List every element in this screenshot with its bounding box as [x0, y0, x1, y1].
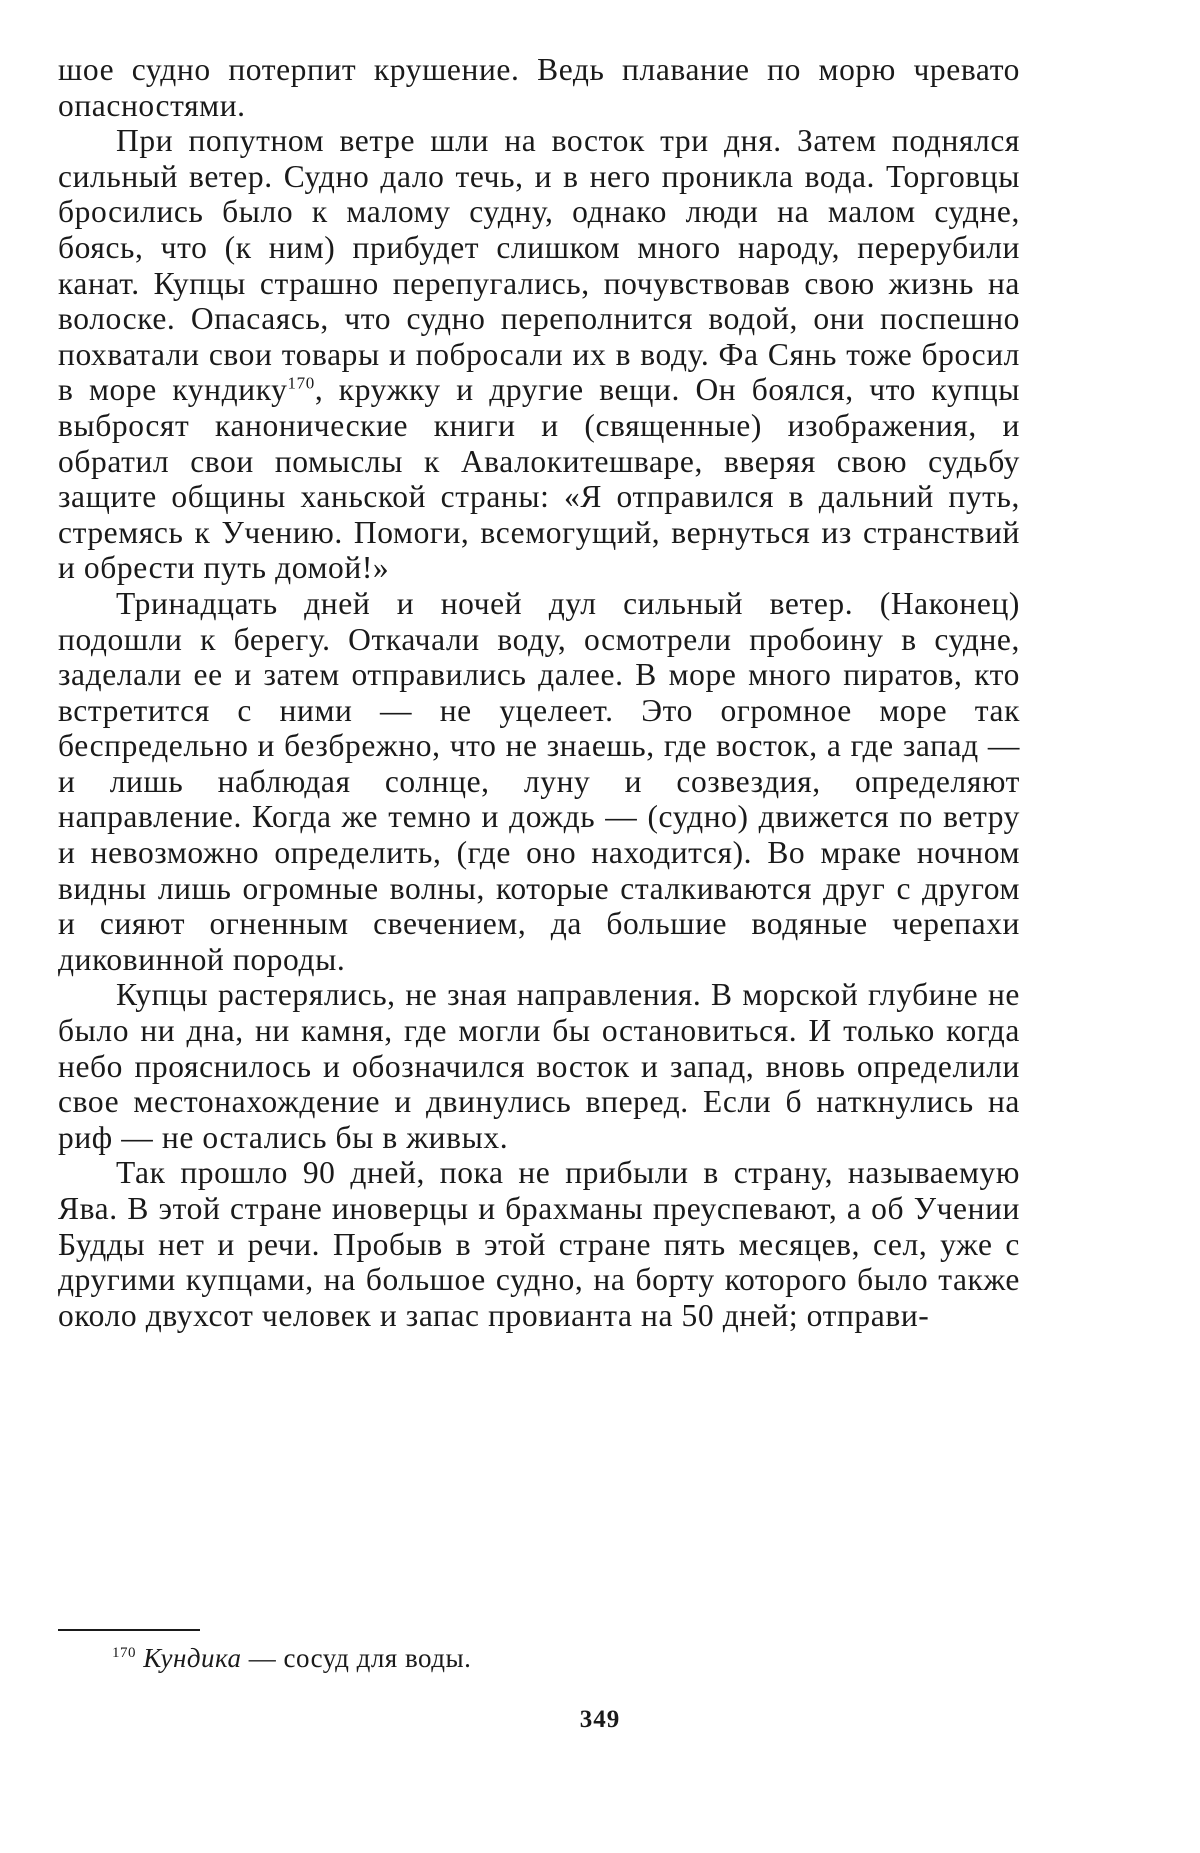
footnote [112, 1642, 471, 1674]
footnote-reference[interactable]: 170 [287, 373, 315, 393]
page-body [58, 52, 1020, 1333]
paragraph-2-text: При попутном ветре шли на восток три дня. Затем поднялся сильный ветер. Судно дало течь, и в него проникла вода. Торговцы бросились было к малому судну, однако люди на малом судне, боясь, что (к ним) прибудет слишком много народу, перерубили канат. Купцы страшно перепугались, почувствовав свою жизнь на волоске. Опасаясь, что судно переполнится водой, они поспешно похватали свои товары и побросали их в воду. Фа Сянь тоже бросил в море кундику [58, 123, 1020, 408]
paragraph-2-continuation: , кружку и другие вещи. Он боялся, что купцы выбросят канонические книги и (священные) изображения, и обратил свои помыслы к Авалокитешваре, вверяя свою судьбу защите общины ханьской страны: «Я отправился в дальний путь, стремясь к Учению. Помоги, всемогущий, вернуться из странствий и обрести путь домой!» [58, 372, 1020, 586]
paragraph-2 [58, 123, 1020, 586]
footnote-text: — сосуд для воды. [241, 1643, 472, 1673]
footnote-number: 170 [112, 1645, 136, 1661]
footnote-term: Кундика [143, 1643, 242, 1673]
page-number: 349 [579, 1706, 621, 1733]
footnote-divider [58, 1629, 200, 1631]
paragraph-1: шое судно потерпит крушение. Ведь плавание по морю чревато опасностями. [58, 52, 1020, 123]
paragraph-5: Так прошло 90 дней, пока не прибыли в страну, называемую Ява. В этой стране иноверцы и брахманы преуспевают, а об Учении Будды нет и речи. Пробыв в этой стране пять месяцев, сел, уже с другими купцами, на большое судно, на борту которого было также около двухсот человек и запас провианта на 50 дней; отправи- [58, 1155, 1020, 1333]
paragraph-4: Купцы растерялись, не зная направления. В морской глубине не было ни дна, ни камня, где могли бы остановиться. И только когда небо прояснилось и обозначился восток и запад, вновь определили свое местонахождение и двинулись вперед. Если б наткнулись на риф — не остались бы в живых. [58, 977, 1020, 1155]
paragraph-3: Тринадцать дней и ночей дул сильный ветер. (Наконец) подошли к берегу. Откачали воду, осмотрели пробоину в судне, заделали ее и затем отправились далее. В море много пиратов, кто встретится с ними — не уцелеет. Это огромное море так беспредельно и безбрежно, что не знаешь, где восток, а где запад — и лишь наблюдая солнце, луну и созвездия, определяют направление. Когда же темно и дождь — (судно) движется по ветру и невозможно определить, (где оно находится). Во мраке ночном видны лишь огромные волны, которые сталкиваются друг с другом и сияют огненным свечением, да большие водяные черепахи диковинной породы. [58, 585, 1020, 977]
